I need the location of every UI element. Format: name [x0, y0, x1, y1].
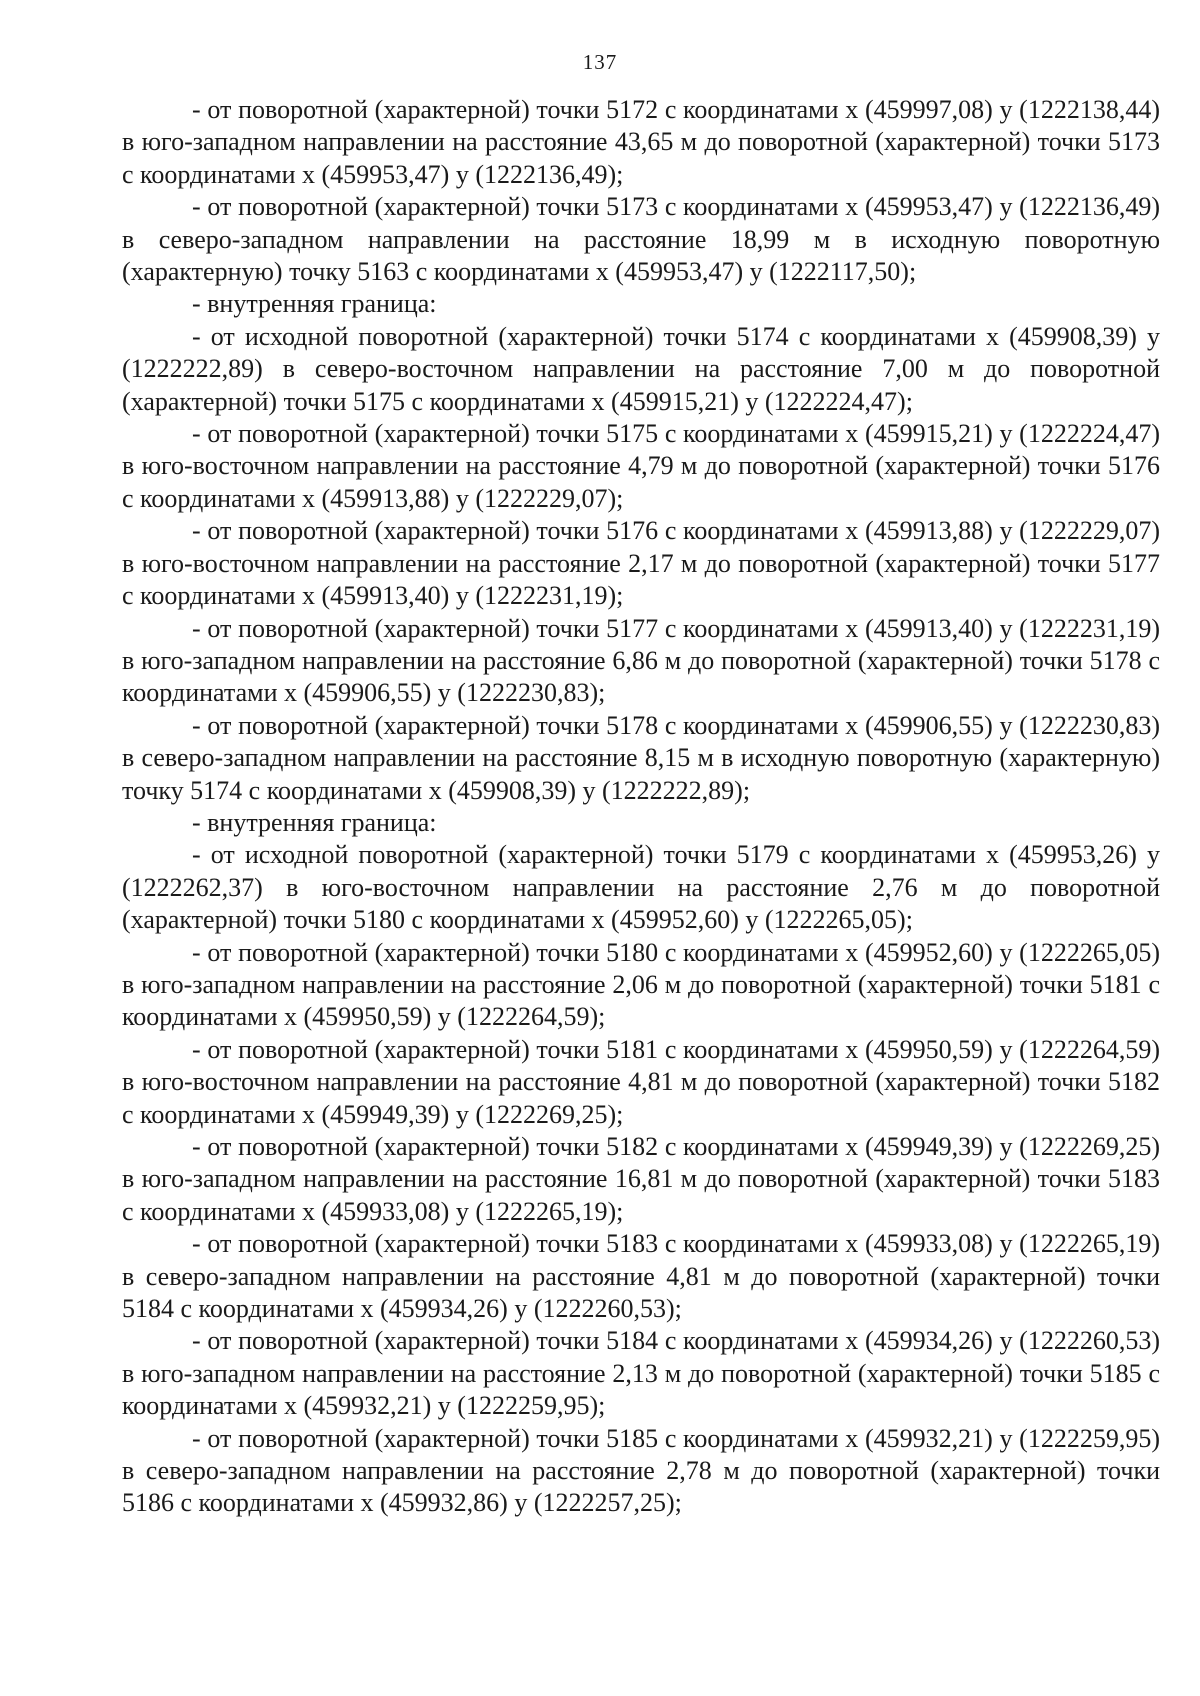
paragraph: - от поворотной (характерной) точки 5184 с координатами x (459934,26) y (1222260,53) в юго-западном направлении на расстояние 2,13 м до поворотной (характерной) точки 5185 с координатами x (459932,21) y (1222259,95); — [122, 1326, 1160, 1421]
section-heading: - внутренняя граница: — [192, 807, 437, 837]
paragraph: - от поворотной (характерной) точки 5182 с координатами x (459949,39) y (1222269,25) в юго-западном направлении на расстояние 16,81 м до поворотной (характерной) точки 5183 с координатами x (459933,08) y (1222265,19); — [122, 1132, 1160, 1226]
paragraph: - от исходной поворотной (характерной) точки 5179 с координатами x (459953,26) y (1222262,37) в юго-восточном направлении на расстояние 2,76 м до поворотной (характерной) точки 5180 с координатами x (459952,60) y (1222265,05); — [122, 840, 1160, 935]
document-body — [122, 94, 1160, 1520]
paragraph: - от поворотной (характерной) точки 5172 с координатами x (459997,08) y (1222138,44) в юго-западном направлении на расстояние 43,65 м до поворотной (характерной) точки 5173 с координатами x (459953,47) y (1222136,49); — [122, 95, 1160, 189]
paragraph: - от исходной поворотной (характерной) точки 5174 с координатами x (459908,39) y (1222222,89) в северо-восточном направлении на расстояние 7,00 м до поворотной (характерной) точки 5175 с координатами x (459915,21) y (1222224,47); — [122, 321, 1160, 416]
paragraph: - от поворотной (характерной) точки 5181 с координатами x (459950,59) y (1222264,59) в юго-восточном направлении на расстояние 4,81 м до поворотной (характерной) точки 5182 с координатами x (459949,39) y (1222269,25); — [122, 1034, 1160, 1129]
section-heading: - внутренняя граница: — [192, 289, 437, 319]
paragraph: - от поворотной (характерной) точки 5173 с координатами x (459953,47) y (1222136,49) в северо-западном направлении на расстояние 18,99 м в исходную поворотную (характерную) точку 5163 с координатами x (459953,47) y (1222117,50); — [122, 192, 1160, 287]
paragraph: - от поворотной (характерной) точки 5178 с координатами x (459906,55) y (1222230,83) в северо-западном направлении на расстояние 8,15 м в исходную поворотную (характерную) точку 5174 с координатами x (459908,39) y (1222222,89); — [122, 710, 1160, 805]
paragraph: - от поворотной (характерной) точки 5180 с координатами x (459952,60) y (1222265,05) в юго-западном направлении на расстояние 2,06 м до поворотной (характерной) точки 5181 с координатами x (459950,59) y (1222264,59); — [122, 937, 1160, 1032]
paragraph: - от поворотной (характерной) точки 5183 с координатами x (459933,08) y (1222265,19) в северо-западном направлении на расстояние 4,81 м до поворотной (характерной) точки 5184 с координатами x (459934,26) y (1222260,53); — [122, 1229, 1160, 1324]
paragraph: - от поворотной (характерной) точки 5176 с координатами x (459913,88) y (1222229,07) в юго-восточном направлении на расстояние 2,17 м до поворотной (характерной) точки 5177 с координатами x (459913,40) y (1222231,19); — [122, 516, 1160, 611]
page-number: 137 — [582, 50, 618, 74]
paragraph: - от поворотной (характерной) точки 5177 с координатами x (459913,40) y (1222231,19) в юго-западном направлении на расстояние 6,86 м до поворотной (характерной) точки 5178 с координатами x (459906,55) y (1222230,83); — [122, 613, 1160, 708]
paragraph: - от поворотной (характерной) точки 5175 с координатами x (459915,21) y (1222224,47) в юго-восточном направлении на расстояние 4,79 м до поворотной (характерной) точки 5176 с координатами x (459913,88) y (1222229,07); — [122, 419, 1160, 513]
paragraph: - от поворотной (характерной) точки 5185 с координатами x (459932,21) y (1222259,95) в северо-западном направлении на расстояние 2,78 м до поворотной (характерной) точки 5186 с координатами x (459932,86) y (1222257,25); — [122, 1423, 1160, 1518]
